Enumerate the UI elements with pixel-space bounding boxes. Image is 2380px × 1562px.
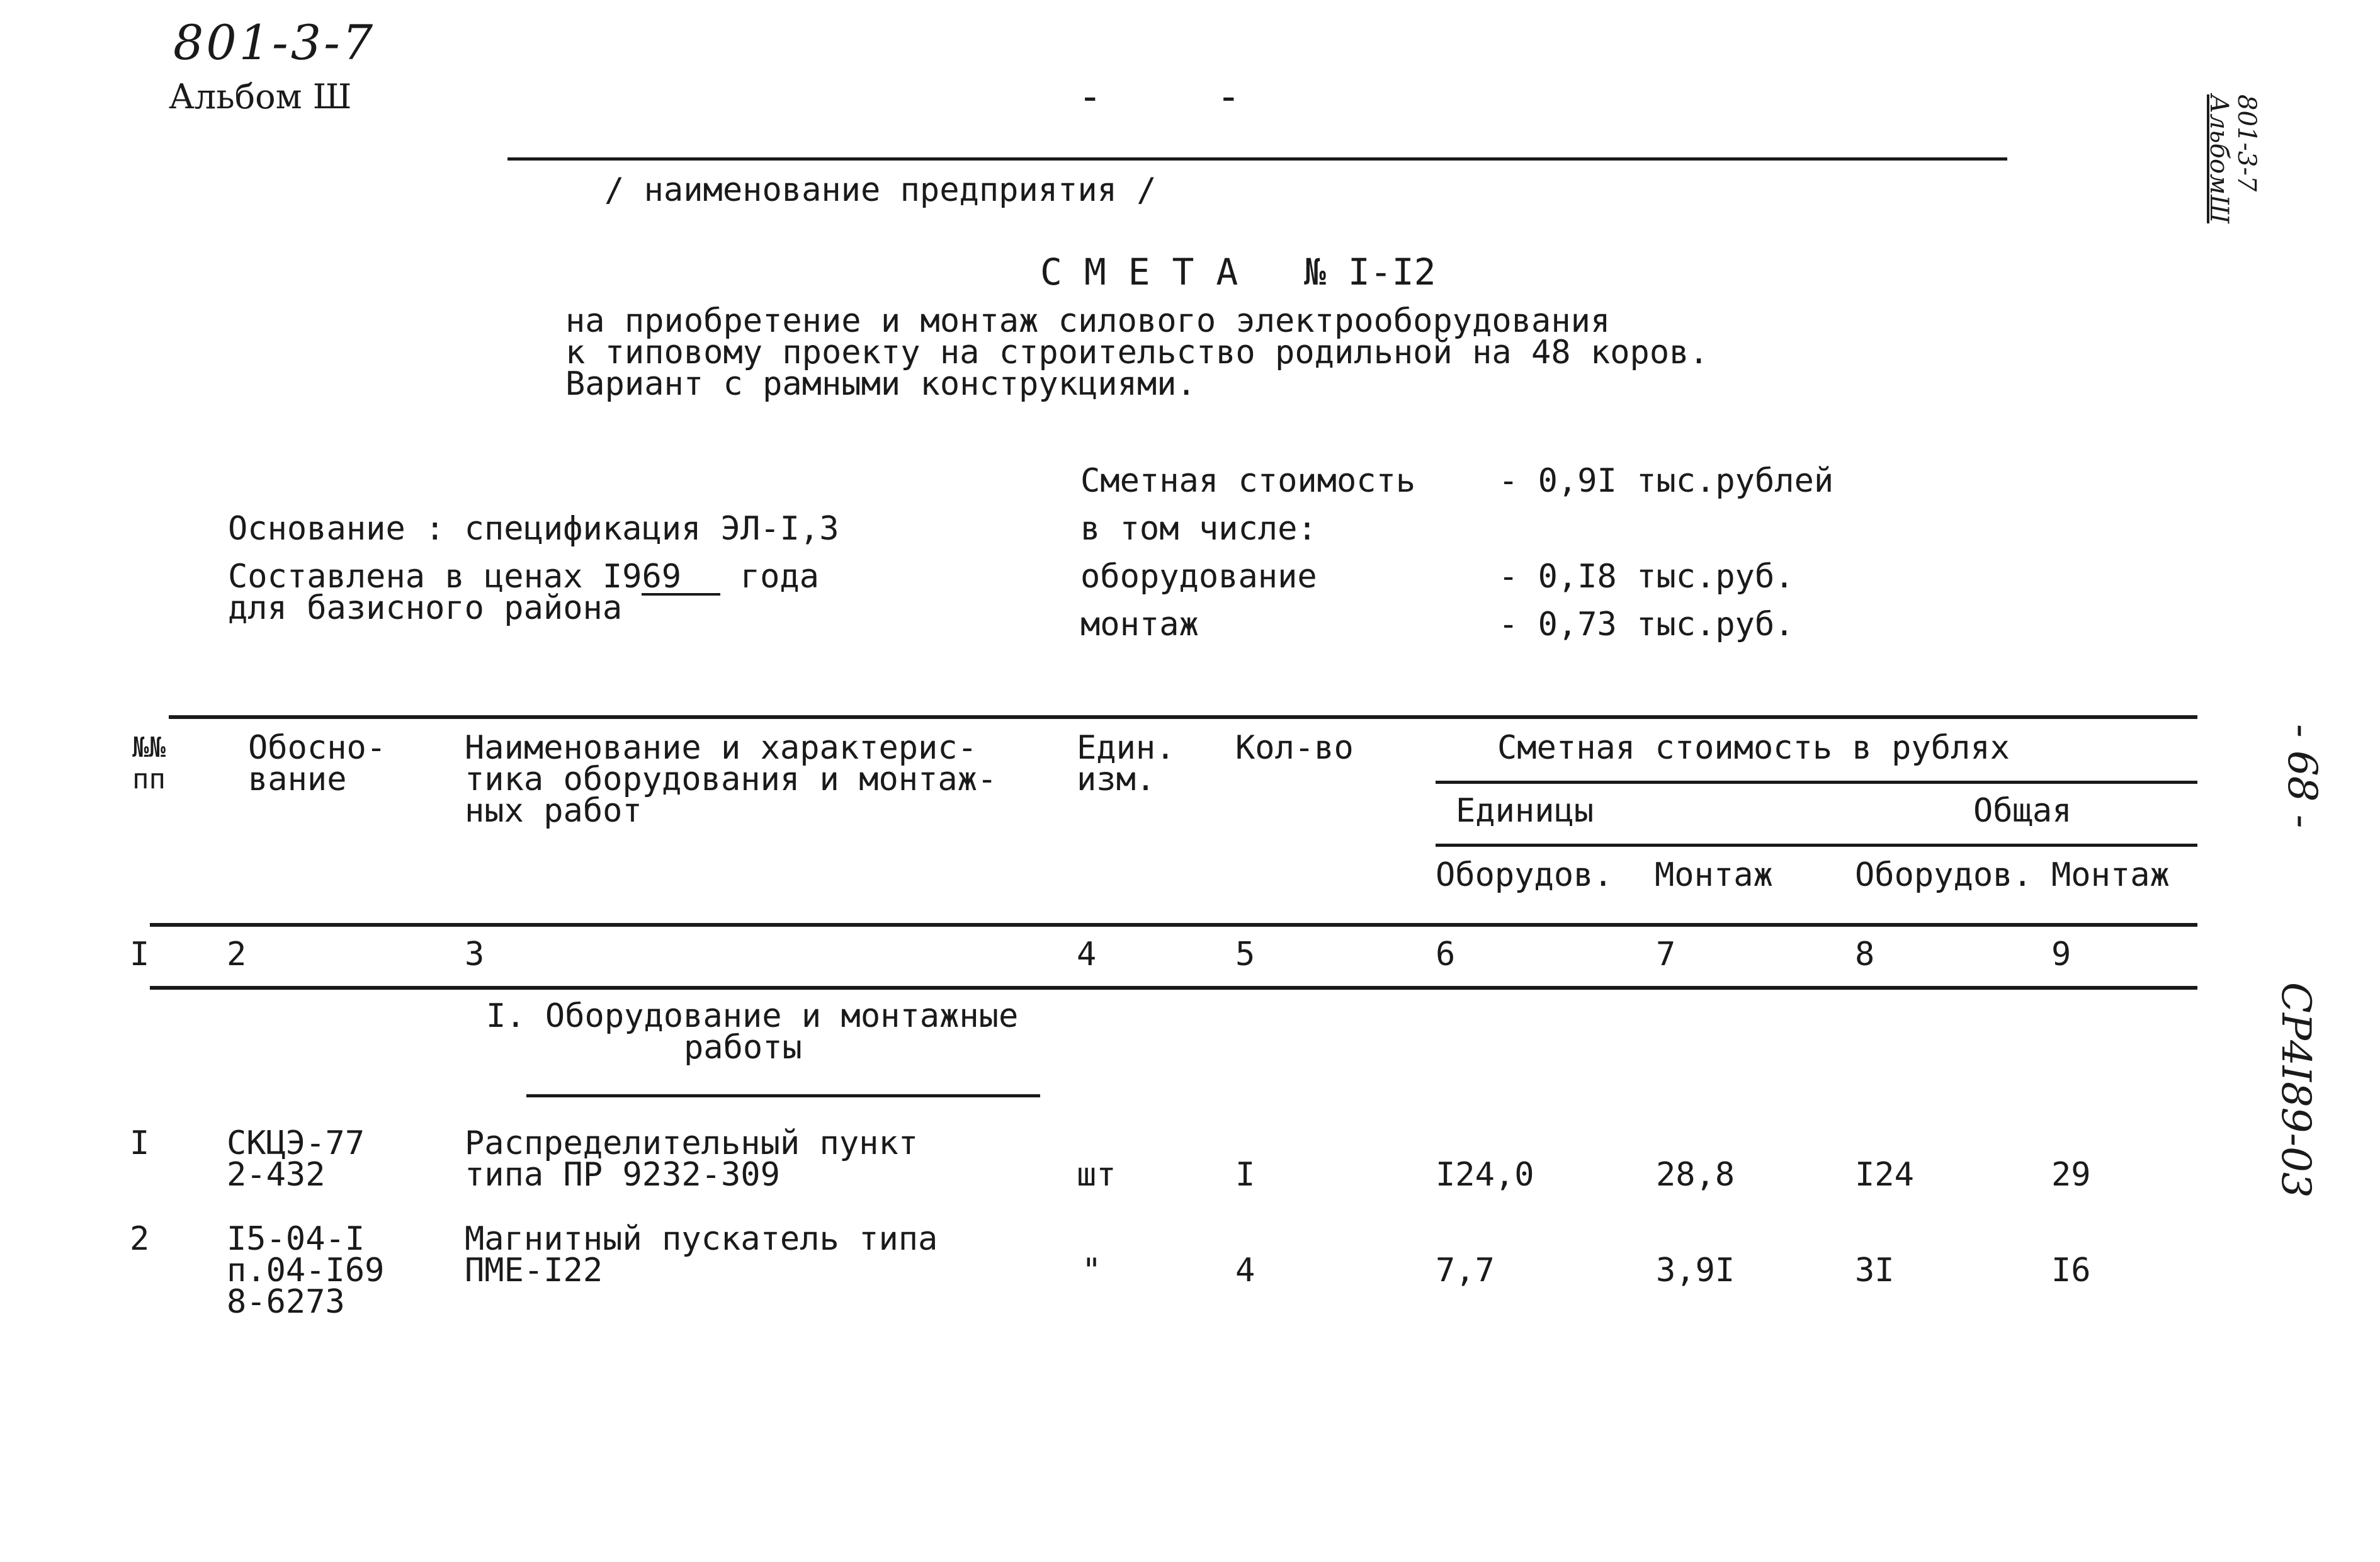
row-qty: I	[1235, 1156, 1255, 1194]
header-dash-1: -	[1078, 74, 1102, 120]
header-num-2: пп	[132, 763, 166, 795]
row-basis-2: п.04-I69	[227, 1252, 385, 1289]
enterprise-caption: / наименование предприятия /	[604, 171, 1157, 209]
section-title-2: работы	[684, 1029, 802, 1067]
enterprise-line	[507, 157, 2007, 161]
header-dash-2: -	[1216, 74, 1241, 120]
header-num: №№	[132, 732, 166, 764]
row-total-mount: I6	[2051, 1252, 2091, 1289]
row-name-2: типа ПР 9232-309	[465, 1156, 780, 1194]
equipment-cost-label: оборудование	[1080, 558, 1317, 596]
header-basis-2: вание	[248, 761, 347, 798]
basis-line: Основание : спецификация ЭЛ-I,3	[228, 510, 839, 548]
prices-year-value: 69	[642, 560, 720, 596]
row-total-mount: 29	[2051, 1156, 2091, 1194]
row-unit: шт	[1077, 1156, 1116, 1194]
subgroup-rule	[1436, 844, 2197, 847]
col-numbers-bottom-rule	[150, 986, 2197, 990]
estimate-title: С М Е Т А № I-I2	[1040, 251, 1436, 293]
col-number-7: 7	[1656, 936, 1676, 973]
row-name-2: ПМЕ-I22	[465, 1252, 603, 1289]
header-name: Наименование и характерис-	[465, 729, 977, 767]
col-number-5: 5	[1235, 936, 1255, 973]
row-basis: I5-04-I	[227, 1220, 365, 1258]
header-basis: Обосно-	[248, 729, 387, 767]
total-cost-value: - 0,9I тыс.рублей	[1499, 462, 1834, 500]
row-qty: 4	[1235, 1252, 1255, 1289]
row-unit-mount: 28,8	[1656, 1156, 1735, 1194]
row-name: Магнитный пускатель типа	[465, 1220, 938, 1258]
margin-stamp-code: 801-3-7	[2232, 94, 2261, 192]
col-number-8: 8	[1855, 936, 1875, 973]
col-number-9: 9	[2051, 936, 2071, 973]
including-label: в том числе:	[1080, 510, 1317, 548]
col-number-2: 2	[227, 936, 247, 973]
row-basis-3: 8-6273	[227, 1283, 345, 1321]
header-unit-2: изм.	[1077, 761, 1156, 798]
header-bottom-rule	[150, 923, 2197, 927]
margin-code: СР4I89-03	[2272, 982, 2319, 1198]
table-top-rule	[169, 715, 2197, 719]
equipment-cost-value: - 0,I8 тыс.руб.	[1499, 558, 1794, 596]
header-qty: Кол-во	[1235, 729, 1354, 767]
row-name: Распределительный пункт	[465, 1124, 919, 1162]
row-unit-equip: 7,7	[1436, 1252, 1495, 1289]
row-unit-mount: 3,9I	[1656, 1252, 1735, 1289]
prices-year-suffix: года	[720, 558, 819, 596]
cost-group-rule	[1436, 781, 2197, 784]
row-number: 2	[130, 1220, 150, 1258]
margin-stamp-album: АльбомШ	[2204, 94, 2233, 224]
header-total-group: Общая	[1973, 792, 2072, 830]
header-total-equip: Оборудов.	[1855, 856, 2032, 894]
margin-stamp	[2205, 94, 2260, 224]
title-line-2: к типовому проекту на строительство родильной на 48 коров.	[565, 334, 1709, 371]
col-number-3: 3	[465, 936, 485, 973]
section-underline	[526, 1094, 1040, 1097]
row-total-equip: I24	[1855, 1156, 1914, 1194]
row-total-equip: 3I	[1855, 1252, 1895, 1289]
total-cost-label: Сметная стоимость	[1080, 462, 1416, 500]
row-basis: СКЦЭ-77	[227, 1124, 365, 1162]
title-line-3: Вариант с рамными конструкциями.	[565, 365, 1196, 403]
document-code: 801-3-7	[173, 14, 376, 71]
header-unit-mount: Монтаж	[1655, 856, 1773, 894]
album-label: Альбом Ш	[169, 77, 352, 116]
col-number-6: 6	[1436, 936, 1456, 973]
header-cost-group: Сметная стоимость в рублях	[1497, 729, 2010, 767]
col-number-1: I	[130, 936, 150, 973]
row-unit: "	[1082, 1252, 1102, 1289]
title-line-1: на приобретение и монтаж силового электрооборудования	[565, 302, 1611, 340]
header-name-2: тика оборудования и монтаж-	[465, 761, 997, 798]
base-region-line: для базисного района	[228, 589, 623, 627]
row-number: I	[130, 1124, 150, 1162]
col-number-4: 4	[1077, 936, 1097, 973]
page-number: - 68 -	[2279, 724, 2325, 829]
mount-cost-label: монтаж	[1080, 606, 1199, 643]
header-total-mount: Монтаж	[2051, 856, 2170, 894]
prices-year-prefix: Составлена в ценах I9	[228, 558, 642, 596]
header-unit-group: Единицы	[1456, 792, 1594, 830]
row-unit-equip: I24,0	[1436, 1156, 1534, 1194]
header-unit: Един.	[1077, 729, 1176, 767]
row-basis-2: 2-432	[227, 1156, 326, 1194]
header-unit-equip: Оборудов.	[1436, 856, 1613, 894]
section-title: I. Оборудование и монтажные	[486, 997, 1019, 1035]
mount-cost-value: - 0,73 тыс.руб.	[1499, 606, 1794, 643]
header-name-3: ных работ	[465, 792, 642, 830]
